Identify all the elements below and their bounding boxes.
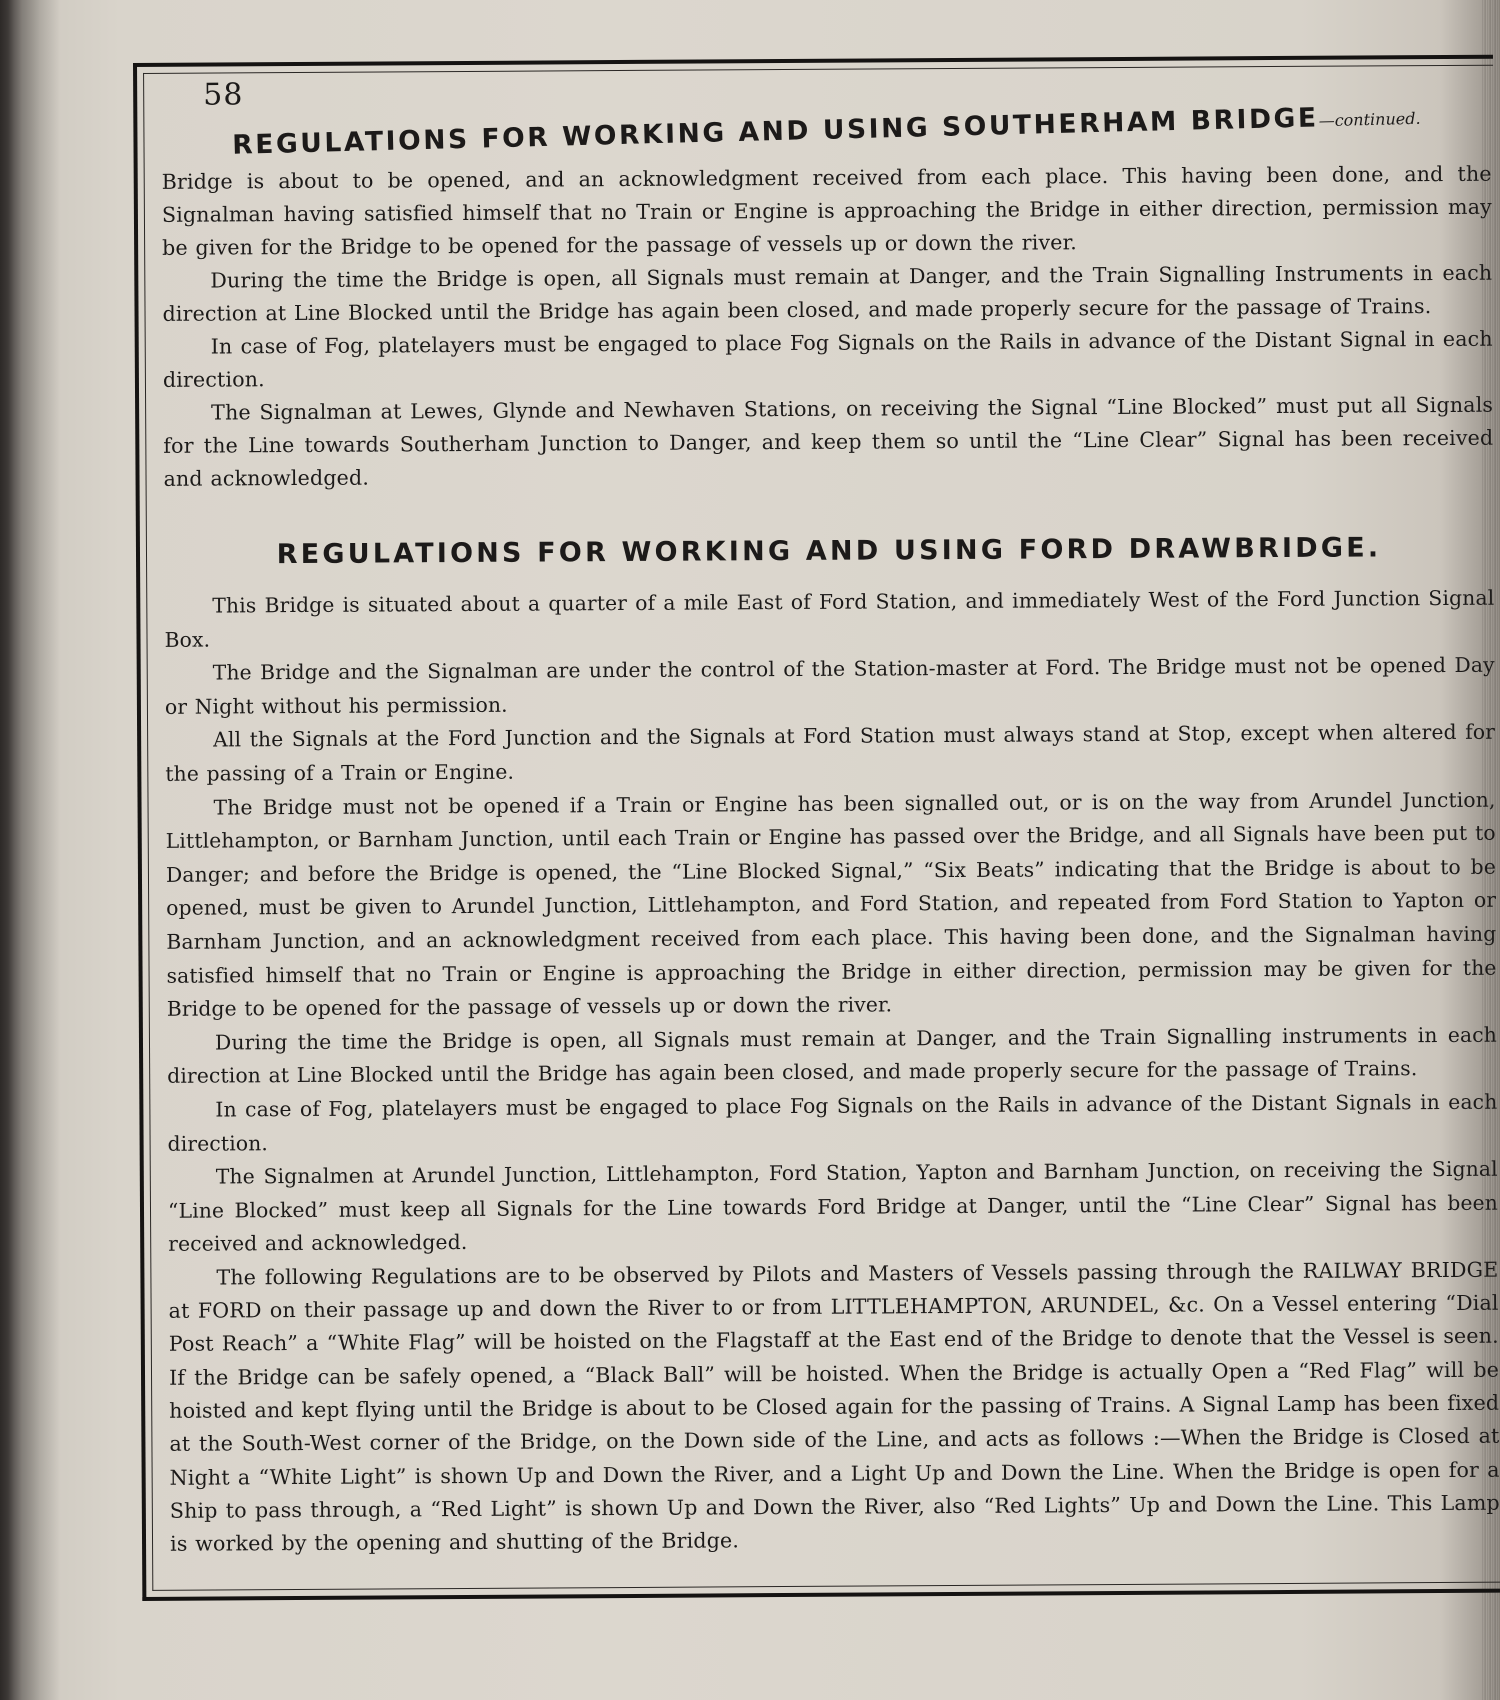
paragraph: During the time the Bridge is open, all Signals must remain at Danger, and the Train Signalling instruments in each direction at Line Blocked until the Bridge has again been closed, and made properly secure for the passage of Trains. (167, 1022, 1498, 1089)
page-content (161, 69, 1500, 1562)
paragraph: The Signalman at Lewes, Glynde and Newhaven Stations, on receiving the Signal “Line Blocked” must put all Signals for the Line towards Southerham Junction to Danger, and keep them so until the “Line Clear” Signal has been received and acknowledged. (163, 392, 1494, 491)
paragraph: During the time the Bridge is open, all Signals must remain at Danger, and the Train Signalling Instruments in each direction at Line Blocked until the Bridge has again been closed, and made properly secure for the passage of Trains. (162, 260, 1493, 326)
section-southerham-body (162, 158, 1494, 496)
gutter-shadow (0, 0, 60, 1700)
paragraph: The Signalmen at Arundel Junction, Littlehampton, Ford Station, Yapton and Barnham Junction, on receiving the Signal “Line Blocked” must keep all Signals for the Line towards Ford Bridge at Danger, until the “Line Clear” Signal has been received and acknowledged. (167, 1156, 1499, 1257)
paragraph: In case of Fog, platelayers must be engaged to place Fog Signals on the Rails in advance of the Distant Signal in each direction. (162, 326, 1493, 392)
page-number: 58 (203, 77, 244, 113)
section-heading-continued: —continued. (1318, 108, 1421, 131)
paragraph: Bridge is about to be opened, and an acknowledgment received from each place. This having been done, and the Signalman having satisfied himself that no Train or Engine is approaching the Bridge in either direction, permission may be given for the Bridge to be opened for the passage of vessels up or down the river. (161, 161, 1492, 260)
paragraph-vessel-regulations: The following Regulations are to be observed by Pilots and Masters of Vessels passing through the RAILWAY BRIDGE at FORD on their passage up and down the River to or from LITTLEHAMPTON, ARUNDEL, &c. On a Vessel entering “Dial Post Reach” a “White Flag” will be hoisted on the Flagstaff at the East end of the Bridge to denote that the Vessel is seen. If the Bridge can be safely opened, a “Black Ball” will be hoisted. When the Bridge is actually Open a “Red Flag” will be hoisted and kept flying until the Bridge is about to be Closed again for the passing of Trains. A Signal Lamp has been fixed at the South-West corner of the Bridge, on the Down side of the Line, and acts as follows :—When the Bridge is Closed at Night a “White Light” is shown Up and Down the River, and a Light Up and Down the Line. When the Bridge is open for a Ship to pass through, a “Red Light” is shown Up and Down the River, also “Red Lights” Up and Down the Line. This Lamp is worked by the opening and shutting of the Bridge. (168, 1257, 1500, 1557)
paragraph: The Bridge must not be opened if a Train or Engine has been signalled out, or is on the way from Arundel Junction, Littlehampton, or Barnham Junction, until each Train or Engine has passed over the Bridge, and all Signals have been put to Danger; and before the Bridge is opened, the “Line Blocked Signal,” “Six Beats” indicating that the Bridge is about to be opened, must be given to Arundel Junction, Littlehampton, and Ford Station, and repeated from Ford Station to Yapton or Barnham Junction, and an acknowledgment received from each place. This having been done, and the Signalman having satisfied himself that no Train or Engine is approaching the Bridge in either direction, permission may be given for the Bridge to be opened for the passage of vessels up or down the river. (165, 787, 1497, 1021)
section-ford-body (164, 582, 1500, 1562)
paragraph: In case of Fog, platelayers must be engaged to place Fog Signals on the Rails in advance of the Distant Signals in each direction. (167, 1089, 1498, 1156)
section-heading-southerham-text: REGULATIONS FOR WORKING AND USING SOUTHERHAM BRIDGE (231, 102, 1320, 161)
paragraph: The Bridge and the Signalman are under the control of the Station-master at Ford. The Bridge must not be opened Day or Night without his permission. (164, 652, 1495, 719)
paragraph: All the Signals at the Ford Junction and the Signals at Ford Station must always stand at Stop, except when altered for the passing of a Train or Engine. (165, 720, 1496, 786)
section-heading-ford: REGULATIONS FOR WORKING AND USING FORD DRAWBRIDGE. (276, 532, 1382, 571)
page-frame (133, 55, 1500, 1601)
paragraph: This Bridge is situated about a quarter of a mile East of Ford Station, and immediately West of the Ford Junction Signal Box. (164, 585, 1495, 652)
